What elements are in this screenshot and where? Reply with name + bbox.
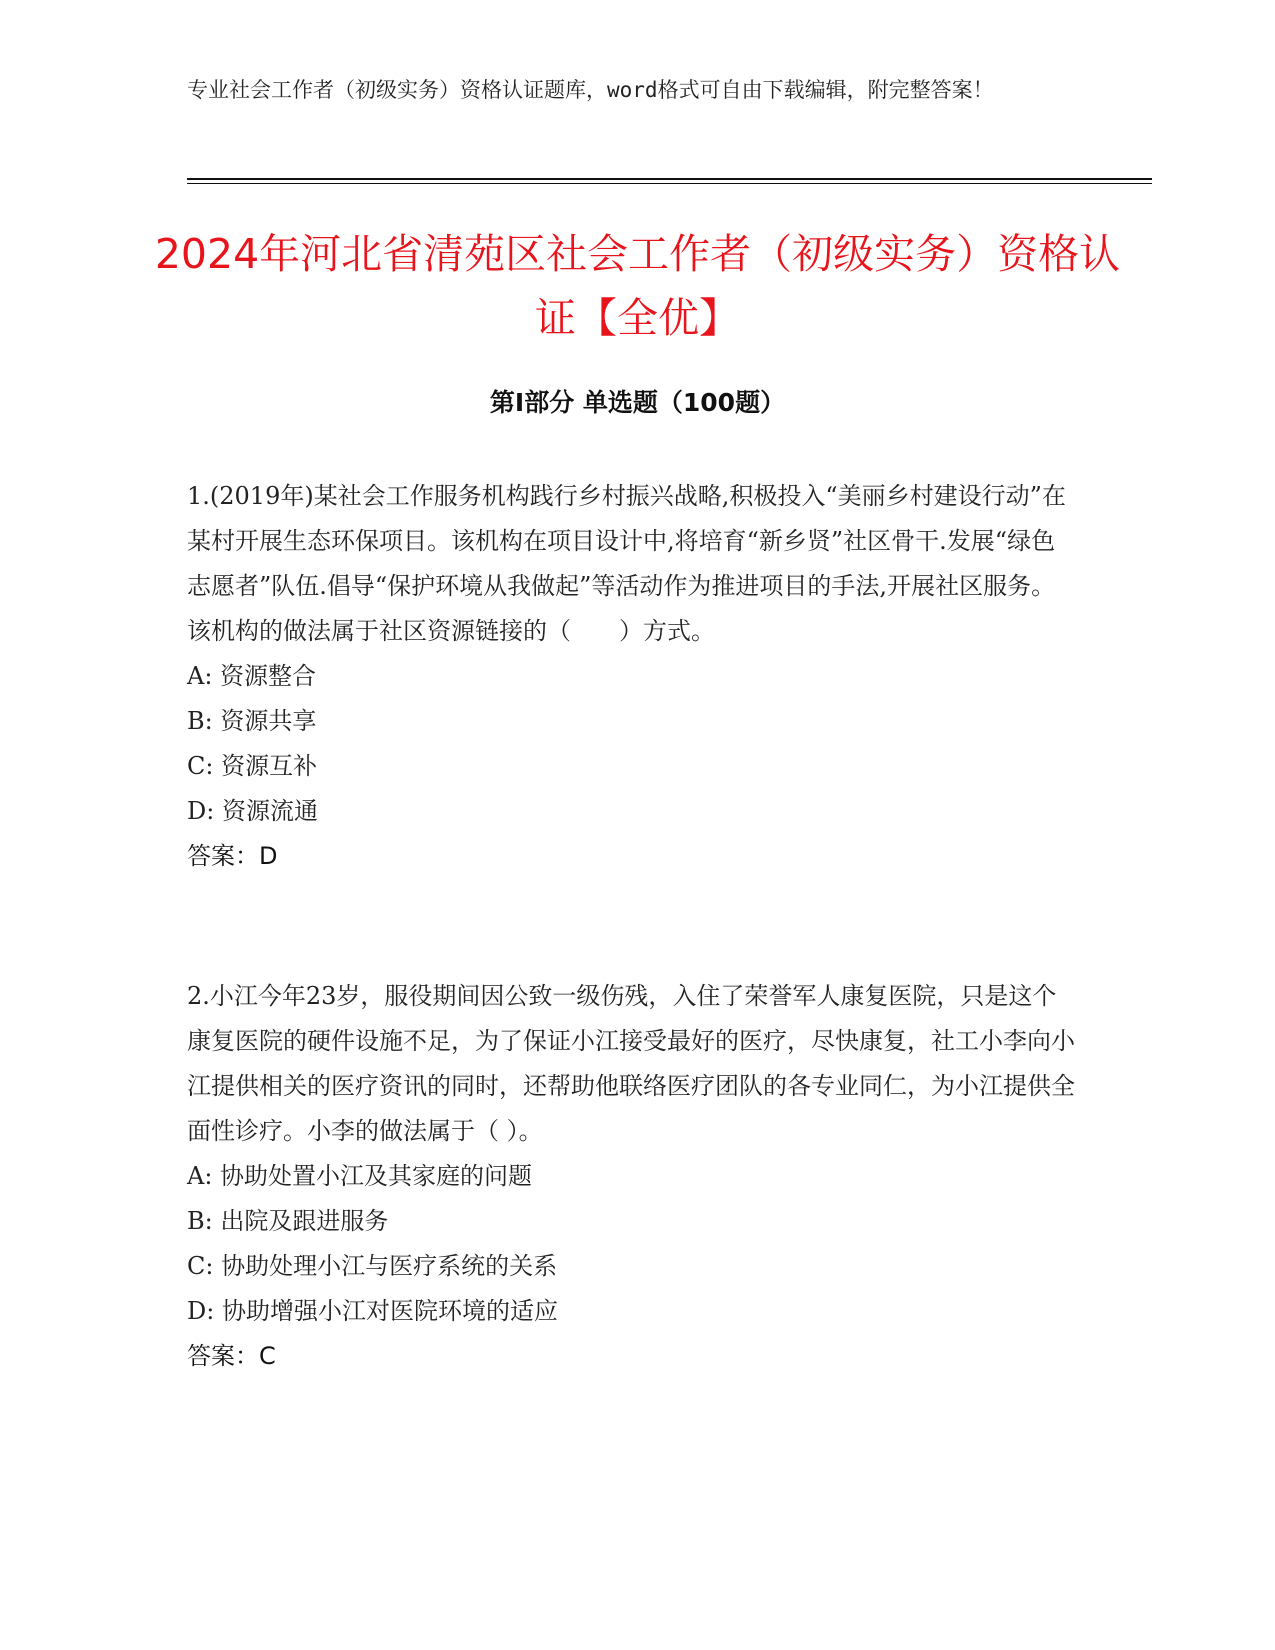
option-list: [187, 1154, 1077, 1334]
option-b: B: 出院及跟进服务: [187, 1207, 389, 1235]
answer-label: 答案：D: [187, 842, 278, 870]
question-1: [187, 474, 1077, 879]
option-d: D: 资源流通: [187, 797, 318, 825]
document-title: 2024年河北省清苑区社会工作者（初级实务）资格认证【全优】: [154, 230, 1121, 342]
header-divider-thin: [187, 183, 1152, 184]
option-b: B: 资源共享: [187, 707, 317, 735]
option-c: C: 协助处理小江与医疗系统的关系: [187, 1252, 558, 1280]
answer-label: 答案：C: [187, 1342, 276, 1370]
option-a: A: 协助处置小江及其家庭的问题: [187, 1162, 533, 1190]
option-list: [187, 654, 1077, 834]
option-c: C: 资源互补: [187, 752, 318, 780]
option-d: D: 协助增强小江对医院环境的适应: [187, 1297, 558, 1325]
option-a: A: 资源整合: [187, 662, 317, 690]
question-2: [187, 974, 1077, 1379]
question-stem: 2.小江今年23岁，服役期间因公致一级伤残，入住了荣誉军人康复医院，只是这个康复医院的硬件设施不足，为了保证小江接受最好的医疗，尽快康复，社工小李向小江提供相关的医疗资讯的同时，还帮助他联络医疗团队的各专业同仁，为小江提供全面性诊疗。小李的做法属于（ ）。: [187, 982, 1075, 1145]
header-note: 专业社会工作者（初级实务）资格认证题库，word格式可自由下载编辑，附完整答案！: [187, 78, 994, 102]
question-stem: 1.(2019年)某社会工作服务机构践行乡村振兴战略,积极投入“美丽乡村建设行动”在某村开展生态环保项目。该机构在项目设计中,将培育“新乡贤”社区骨干.发展“绿色志愿者”队伍.倡导“保护环境从我做起”等活动作为推进项目的手法,开展社区服务。该机构的做法属于社区资源链接的（ ）方式。: [187, 482, 1066, 645]
section-title: 第I部分 单选题（100题）: [489, 388, 786, 417]
header-divider-thick: [187, 178, 1152, 180]
